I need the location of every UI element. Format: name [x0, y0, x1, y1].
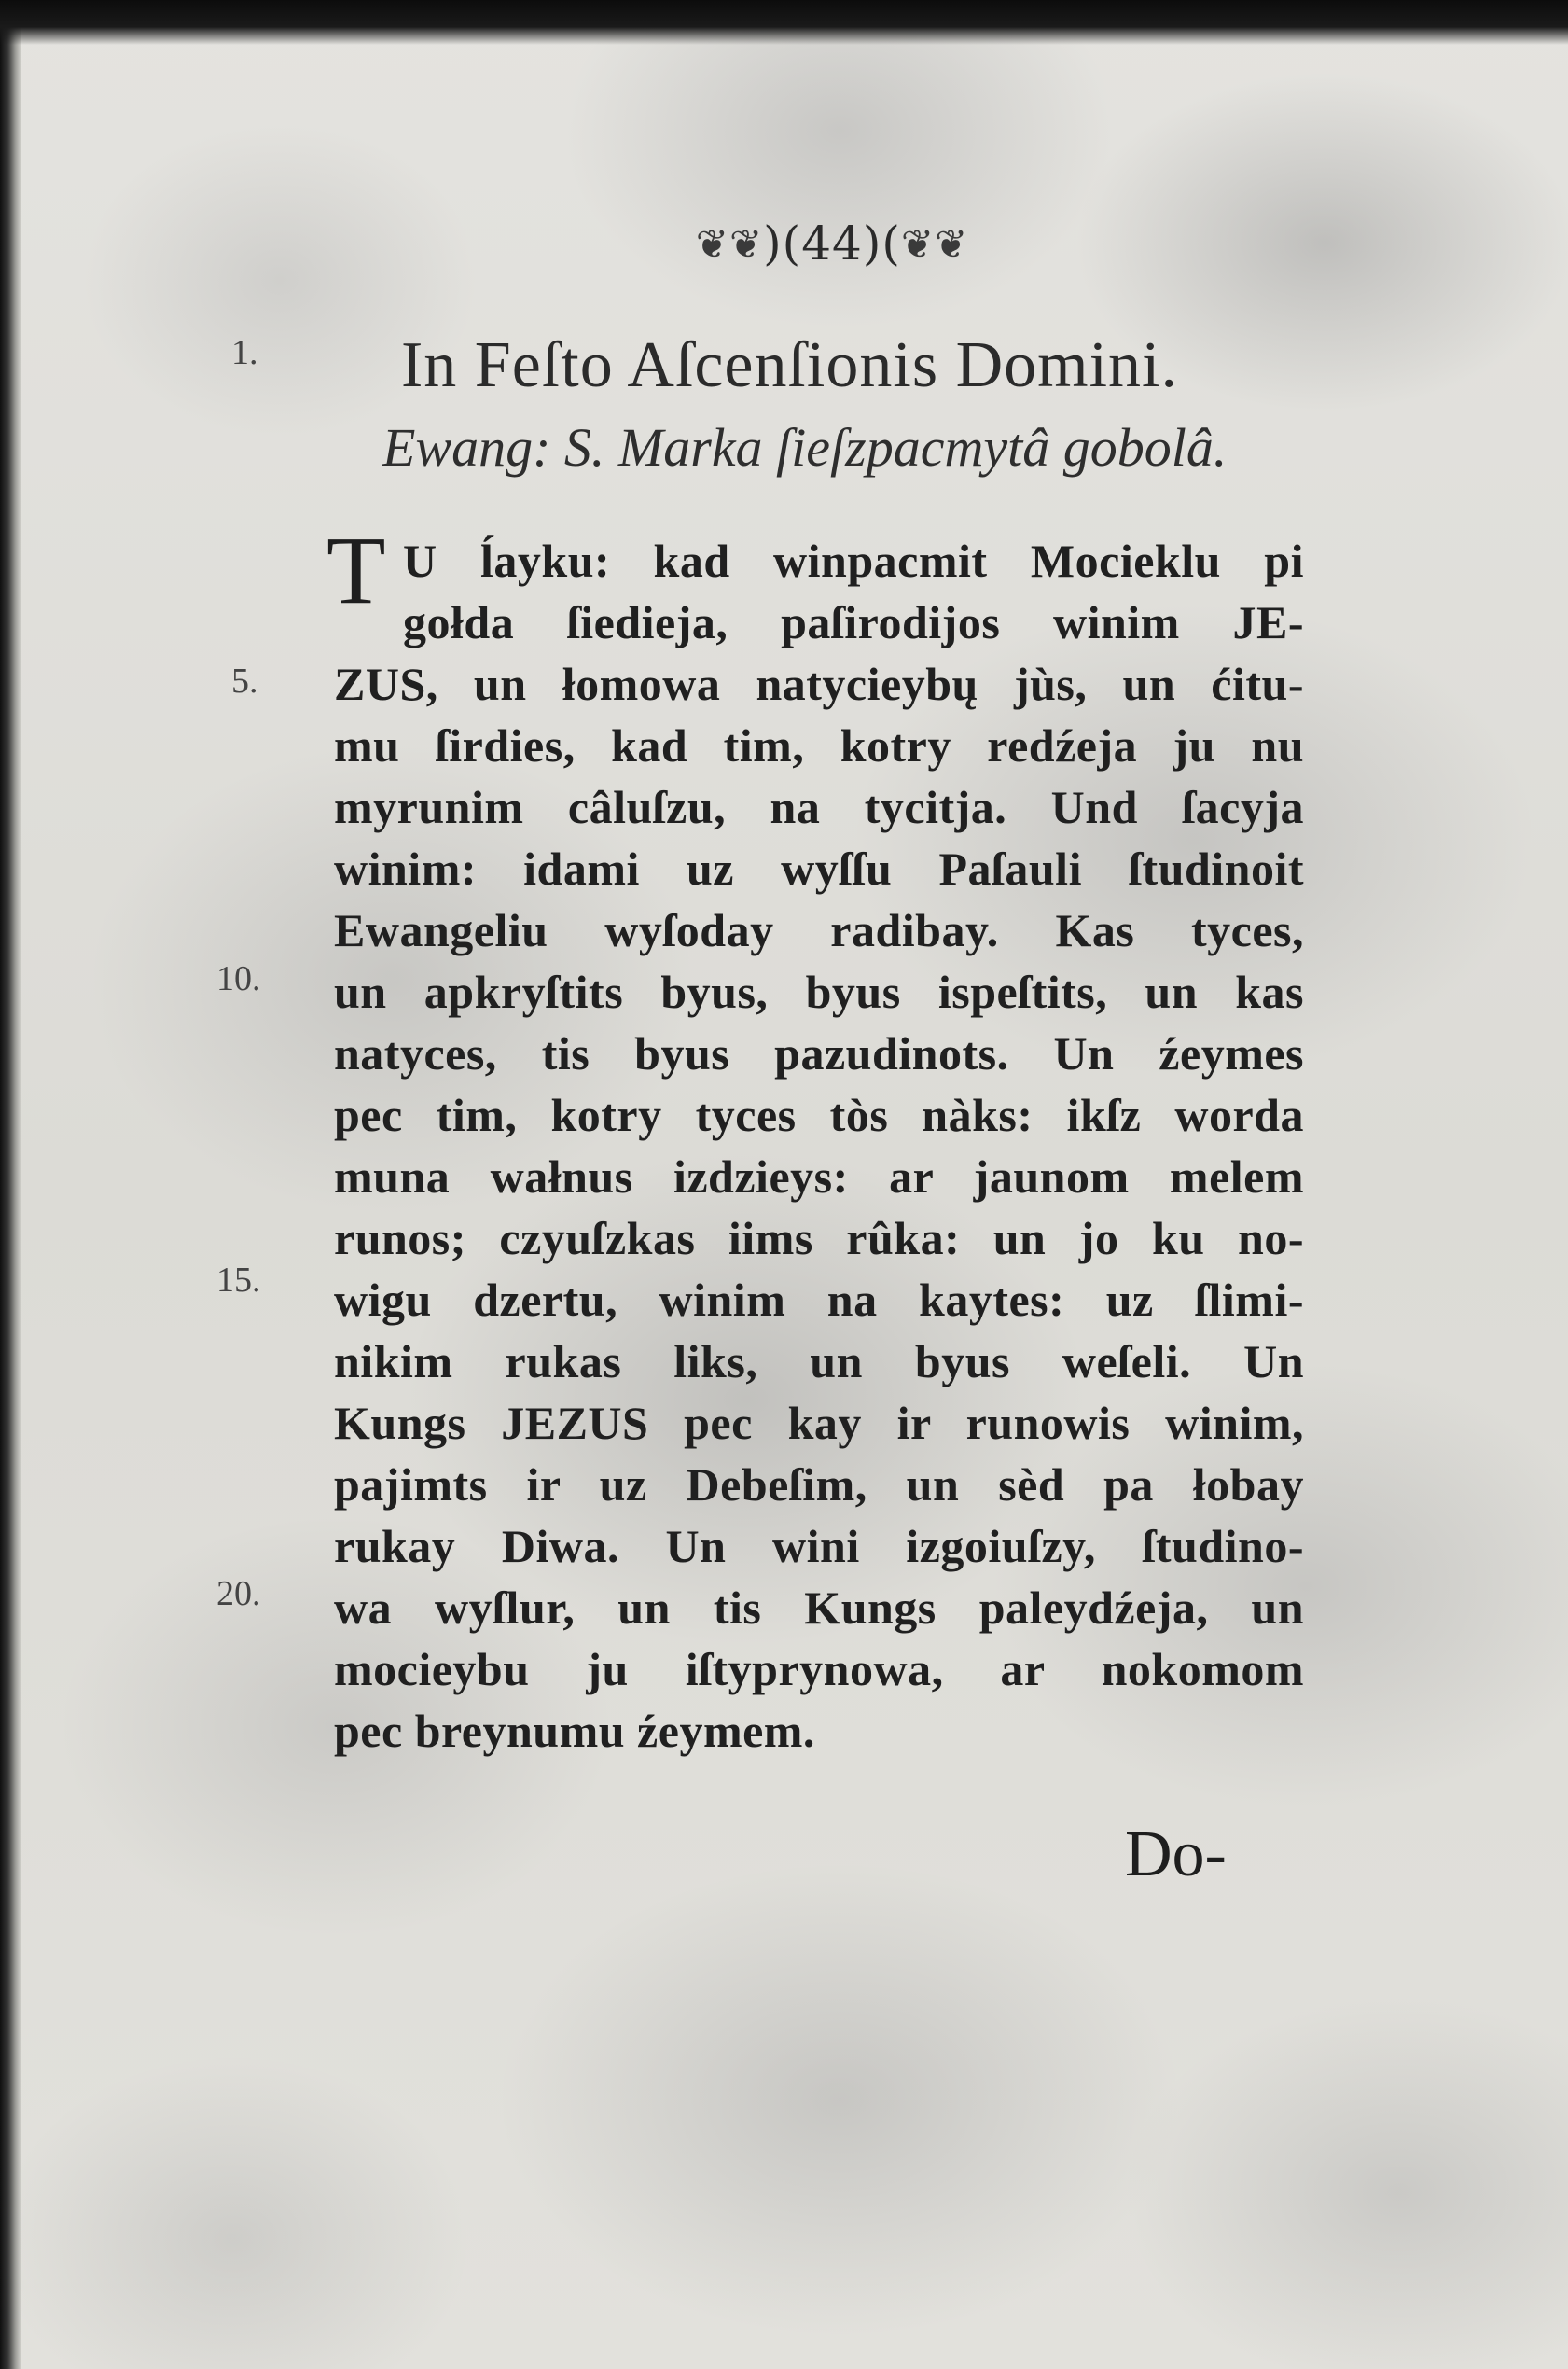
text-line-16: pajimts ir uz Debeſim, un sèd pa łobay — [334, 1458, 1304, 1511]
text-line-7: Ewangeliu wyſoday radibay. Kas tyces, — [334, 904, 1304, 956]
right-ornament-icon: ❦❦ — [900, 220, 969, 267]
text-line-10: pec tim, kotry tyces tòs nàks: ikſz worda — [334, 1089, 1304, 1141]
catchword: Do- — [1125, 1819, 1227, 1890]
margin-number-10: 10. — [216, 959, 261, 998]
text-line-6: winim: idami uz wyſſu Paſauli ſtudinoit — [334, 843, 1304, 895]
text-line-18: wa wyſlur, un tis Kungs paleydźeja, un — [334, 1582, 1304, 1634]
text-line-11: muna wałnus izdzieys: ar jaunom melem — [334, 1150, 1304, 1203]
margin-number-1: 1. — [231, 333, 258, 372]
text-line-13: wigu dzertu, winim na kaytes: uz ſlimi- — [334, 1274, 1304, 1326]
book-gutter — [0, 0, 21, 2369]
text-line-14: nikim rukas liks, un byus weſeli. Un — [334, 1335, 1304, 1387]
left-ornament-icon: ❦❦ — [695, 220, 764, 267]
text-line-9: natyces, tis byus pazudinots. Un źeymes — [334, 1027, 1304, 1080]
text-line-5: myrunim câluſzu, na tycitja. Und ſacyja — [334, 781, 1304, 833]
page-number: 44 — [801, 216, 863, 271]
header-paren-left: )( — [763, 216, 802, 271]
text-line-19: mocieybu ju iſtyprynowa, ar nokomom — [334, 1643, 1304, 1695]
text-line-15: Kungs JEZUS pec kay ir runowis winim, — [334, 1397, 1304, 1449]
margin-number-15: 15. — [216, 1261, 261, 1300]
scan-top-edge — [0, 0, 1568, 45]
text-line-2: gołda ſiedieja, paſirodijos winim JE- — [403, 596, 1304, 648]
text-line-20: pec breynumu źeymem. — [334, 1705, 815, 1757]
header-paren-right: )( — [862, 216, 901, 271]
margin-number-20: 20. — [216, 1574, 261, 1613]
page-subtitle: Ewang: S. Marka ſieſzpacmytâ gobolâ. — [382, 417, 1228, 478]
text-line-1: U ĺayku: kad winpacmit Mocieklu pi — [403, 535, 1304, 587]
page-title: In Feſto Aſcenſionis Domini. — [401, 329, 1178, 401]
drop-cap: T — [326, 517, 386, 624]
text-line-3: ZUS, un łomowa natycieybų jùs, un ćitu- — [334, 658, 1304, 710]
margin-number-5: 5. — [231, 662, 258, 701]
text-line-12: runos; czyuſzkas iims rûka: un jo ku no- — [334, 1212, 1304, 1264]
text-line-17: rukay Diwa. Un wini izgoiuſzy, ſtudino- — [334, 1520, 1304, 1572]
page-header — [664, 211, 1000, 276]
text-line-8: un apkryſtits byus, byus ispeſtits, un kas — [334, 966, 1304, 1018]
text-line-4: mu ſirdies, kad tim, kotry redźeja ju nu — [334, 719, 1304, 772]
